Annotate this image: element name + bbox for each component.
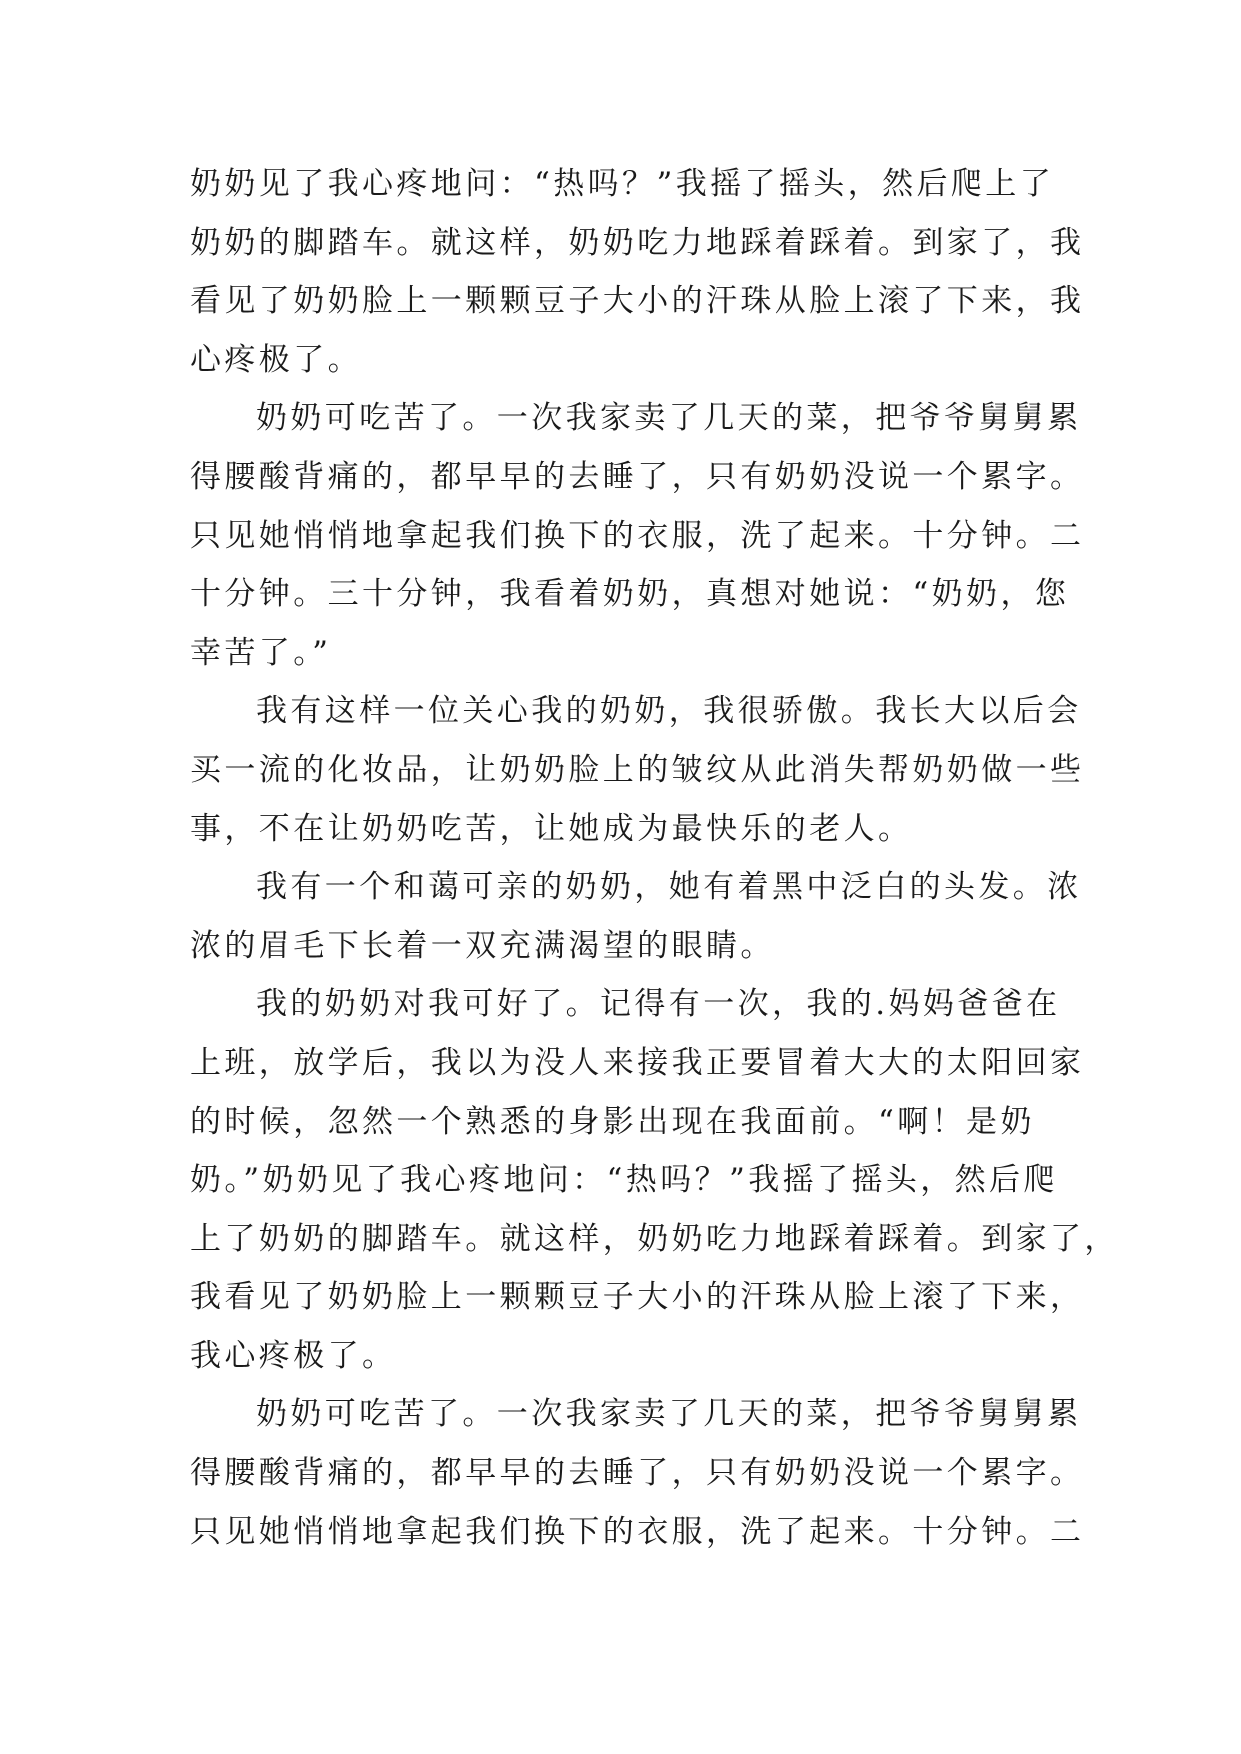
text-line: 上了奶奶的脚踏车。就这样，奶奶吃力地踩着踩着。到家了， [190,1220,1119,1257]
text-line: 我有这样一位关心我的奶奶，我很骄傲。我长大以后会 [256,693,1082,730]
text-line: 奶奶可吃苦了。一次我家卖了几天的菜，把爷爷舅舅累 [256,400,1082,437]
text-line: 我有一个和蔼可亲的奶奶，她有着黑中泛白的头发。浓 [256,869,1082,906]
body-text [190,155,1119,1561]
text-line: 买一流的化妆品，让奶奶脸上的皱纹从此消失帮奶奶做一些 [190,751,1085,788]
text-line: 奶奶见了我心疼地问：“热吗？”我摇了摇头，然后爬上了 [190,166,1055,202]
text-line: 奶奶的脚踏车。就这样，奶奶吃力地踩着踩着。到家了，我 [190,224,1085,261]
text-line: 我心疼极了。 [190,1337,397,1374]
text-line: 心疼极了。 [190,341,362,378]
text-line: 奶奶可吃苦了。一次我家卖了几天的菜，把爷爷舅舅累 [256,1396,1082,1433]
text-line: 的时候，忽然一个熟悉的身影出现在我面前。“啊！是奶 [190,1103,1035,1140]
text-line: 看见了奶奶脸上一颗颗豆子大小的汗珠从脸上滚了下来，我 [190,283,1085,320]
text-line: 只见她悄悄地拿起我们换下的衣服，洗了起来。十分钟。二 [190,517,1085,554]
text-line: 上班，放学后，我以为没人来接我正要冒着大大的太阳回家 [190,1044,1085,1081]
text-line: 得腰酸背痛的，都早早的去睡了，只有奶奶没说一个累字。 [190,458,1085,495]
text-line: 我的奶奶对我可好了。记得有一次，我的.妈妈爸爸在 [256,986,1061,1023]
text-line: 只见她悄悄地拿起我们换下的衣服，洗了起来。十分钟。二 [190,1513,1085,1550]
text-line: 得腰酸背痛的，都早早的去睡了，只有奶奶没说一个累字。 [190,1455,1085,1492]
text-line: 奶。”奶奶见了我心疼地问：“热吗？”我摇了摇头，然后爬 [190,1162,1058,1199]
text-line: 事，不在让奶奶吃苦，让她成为最快乐的老人。 [190,810,913,847]
text-line: 幸苦了。” [190,634,332,671]
text-line: 十分钟。三十分钟，我看着奶奶，真想对她说：“奶奶，您 [190,576,1070,613]
text-line: 我看见了奶奶脸上一颗颗豆子大小的汗珠从脸上滚了下来， [190,1279,1085,1316]
text-line: 浓的眉毛下长着一双充满渴望的眼睛。 [190,927,775,964]
